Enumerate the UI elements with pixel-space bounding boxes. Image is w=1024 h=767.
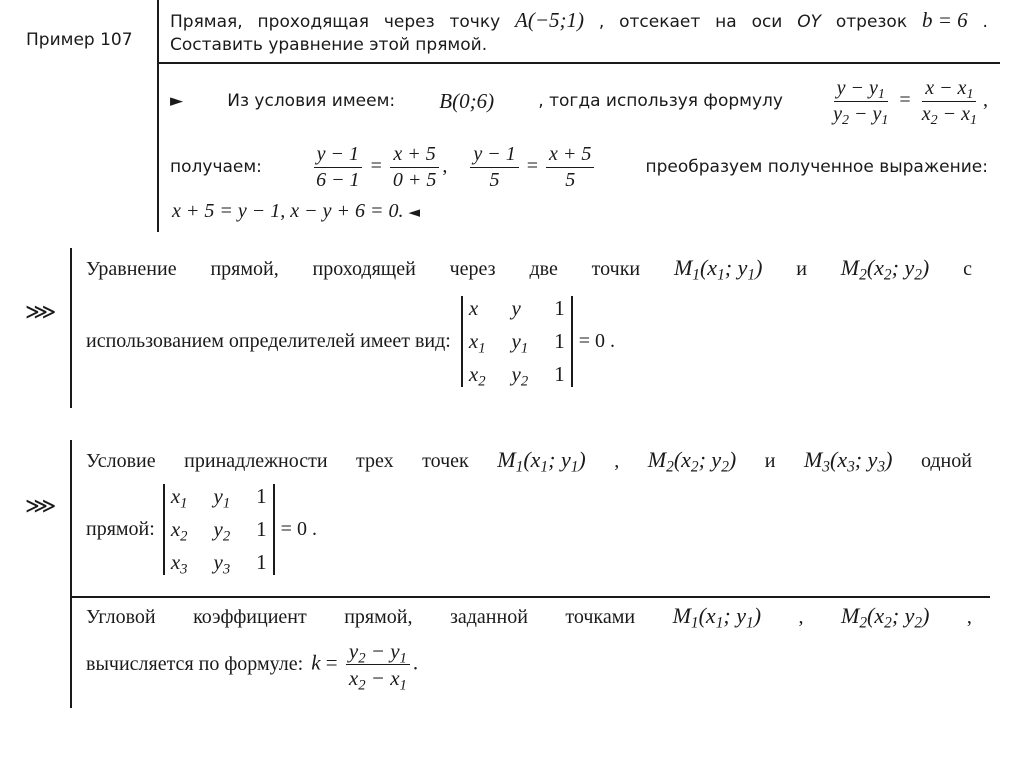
determinant-three-points: $x_1$ $y_1$ 1 $x_2$ $y_2$ 1 $x_3$ $y_3$ 1	[163, 484, 275, 575]
point-b: B(0;6)	[439, 88, 495, 113]
note1-line-1: Уравнение прямой, проходящей через две точки $M_1(x_1$; $y_1$) и $M_2(x_2$; $y_2$) с	[86, 255, 972, 284]
example-label: Пример 107	[26, 30, 133, 50]
note1-marker-icon: ⋙	[25, 300, 50, 325]
solution-line-1: ► Из условия имеем: B(0;6) , тогда используя формулу $\frac{y - y_1}{y_2 - y_1}$ = $\frac{x - x_1}{x_2 - x_1}$ ,	[170, 76, 988, 128]
note2-separator	[70, 596, 990, 598]
determinant-two-points: x y 1 $x_1$ $y_1$ 1 $x_2$ $y_2$ 1	[461, 296, 573, 387]
note2-divider	[70, 440, 72, 708]
two-point-formula: $\frac{y - y_1}{y_2 - y_1}$ = $\frac{x - x_1}{x_2 - x_1}$ ,	[833, 76, 988, 128]
substituted-formula: $\frac{y - 1}{6 - 1}$ = $\frac{x + 5}{0 + 5}$ , $\frac{y - 1}{5}$ = $\frac{x + 5}{5}$	[310, 144, 597, 191]
end-marker: ◄	[408, 203, 421, 221]
slope-formula: k = $\frac{y_2 - y_1}{x_2 - x_1}$ .	[311, 639, 419, 694]
statement-line-1: Прямая, проходящая через точку A(−5;1) , отсекает на оси OY отрезок b = 6 .	[170, 8, 988, 32]
note3-line-2: вычисляется по формуле: k = $\frac{y_2 - y_1}{x_2 - x_1}$ .	[86, 639, 419, 694]
note1-divider	[70, 248, 72, 408]
note1-line-2: использованием определителей имеет вид: x y 1 $x_1$ $y_1$ 1 $x_2$ $y_2$ 1 = 0 .	[86, 296, 615, 390]
note2-line-2: прямой: $x_1$ $y_1$ 1 $x_2$ $y_2$ 1 $x_3$ $y_3$ 1 = 0 .	[86, 484, 317, 578]
solution-result: x + 5 = y − 1, x − y + 6 = 0. ◄	[172, 200, 421, 222]
note2-marker-icon: ⋙	[25, 494, 50, 519]
solution-line-2: получаем: $\frac{y - 1}{6 - 1}$ = $\frac{x + 5}{0 + 5}$ , $\frac{y - 1}{5}$ = $\frac{x + 5}{5}$ преобразуем полученное выражение:	[170, 142, 988, 191]
start-marker: ►	[170, 91, 184, 111]
example-statement	[170, 8, 988, 55]
statement-line-2: Составить уравнение этой прямой.	[170, 35, 488, 55]
note2-line-1: Условие принадлежности трех точек $M_1(x_1$; $y_1$) , $M_2(x_2$; $y_2$) и $M_3(x_3$; $y_3$) одной	[86, 447, 972, 476]
example-separator	[157, 62, 1000, 64]
example-divider	[157, 0, 159, 232]
note3-line-1: Угловой коэффициент прямой, заданной точками $M_1(x_1$; $y_1$) , $M_2(x_2$; $y_2$) ,	[86, 603, 972, 632]
